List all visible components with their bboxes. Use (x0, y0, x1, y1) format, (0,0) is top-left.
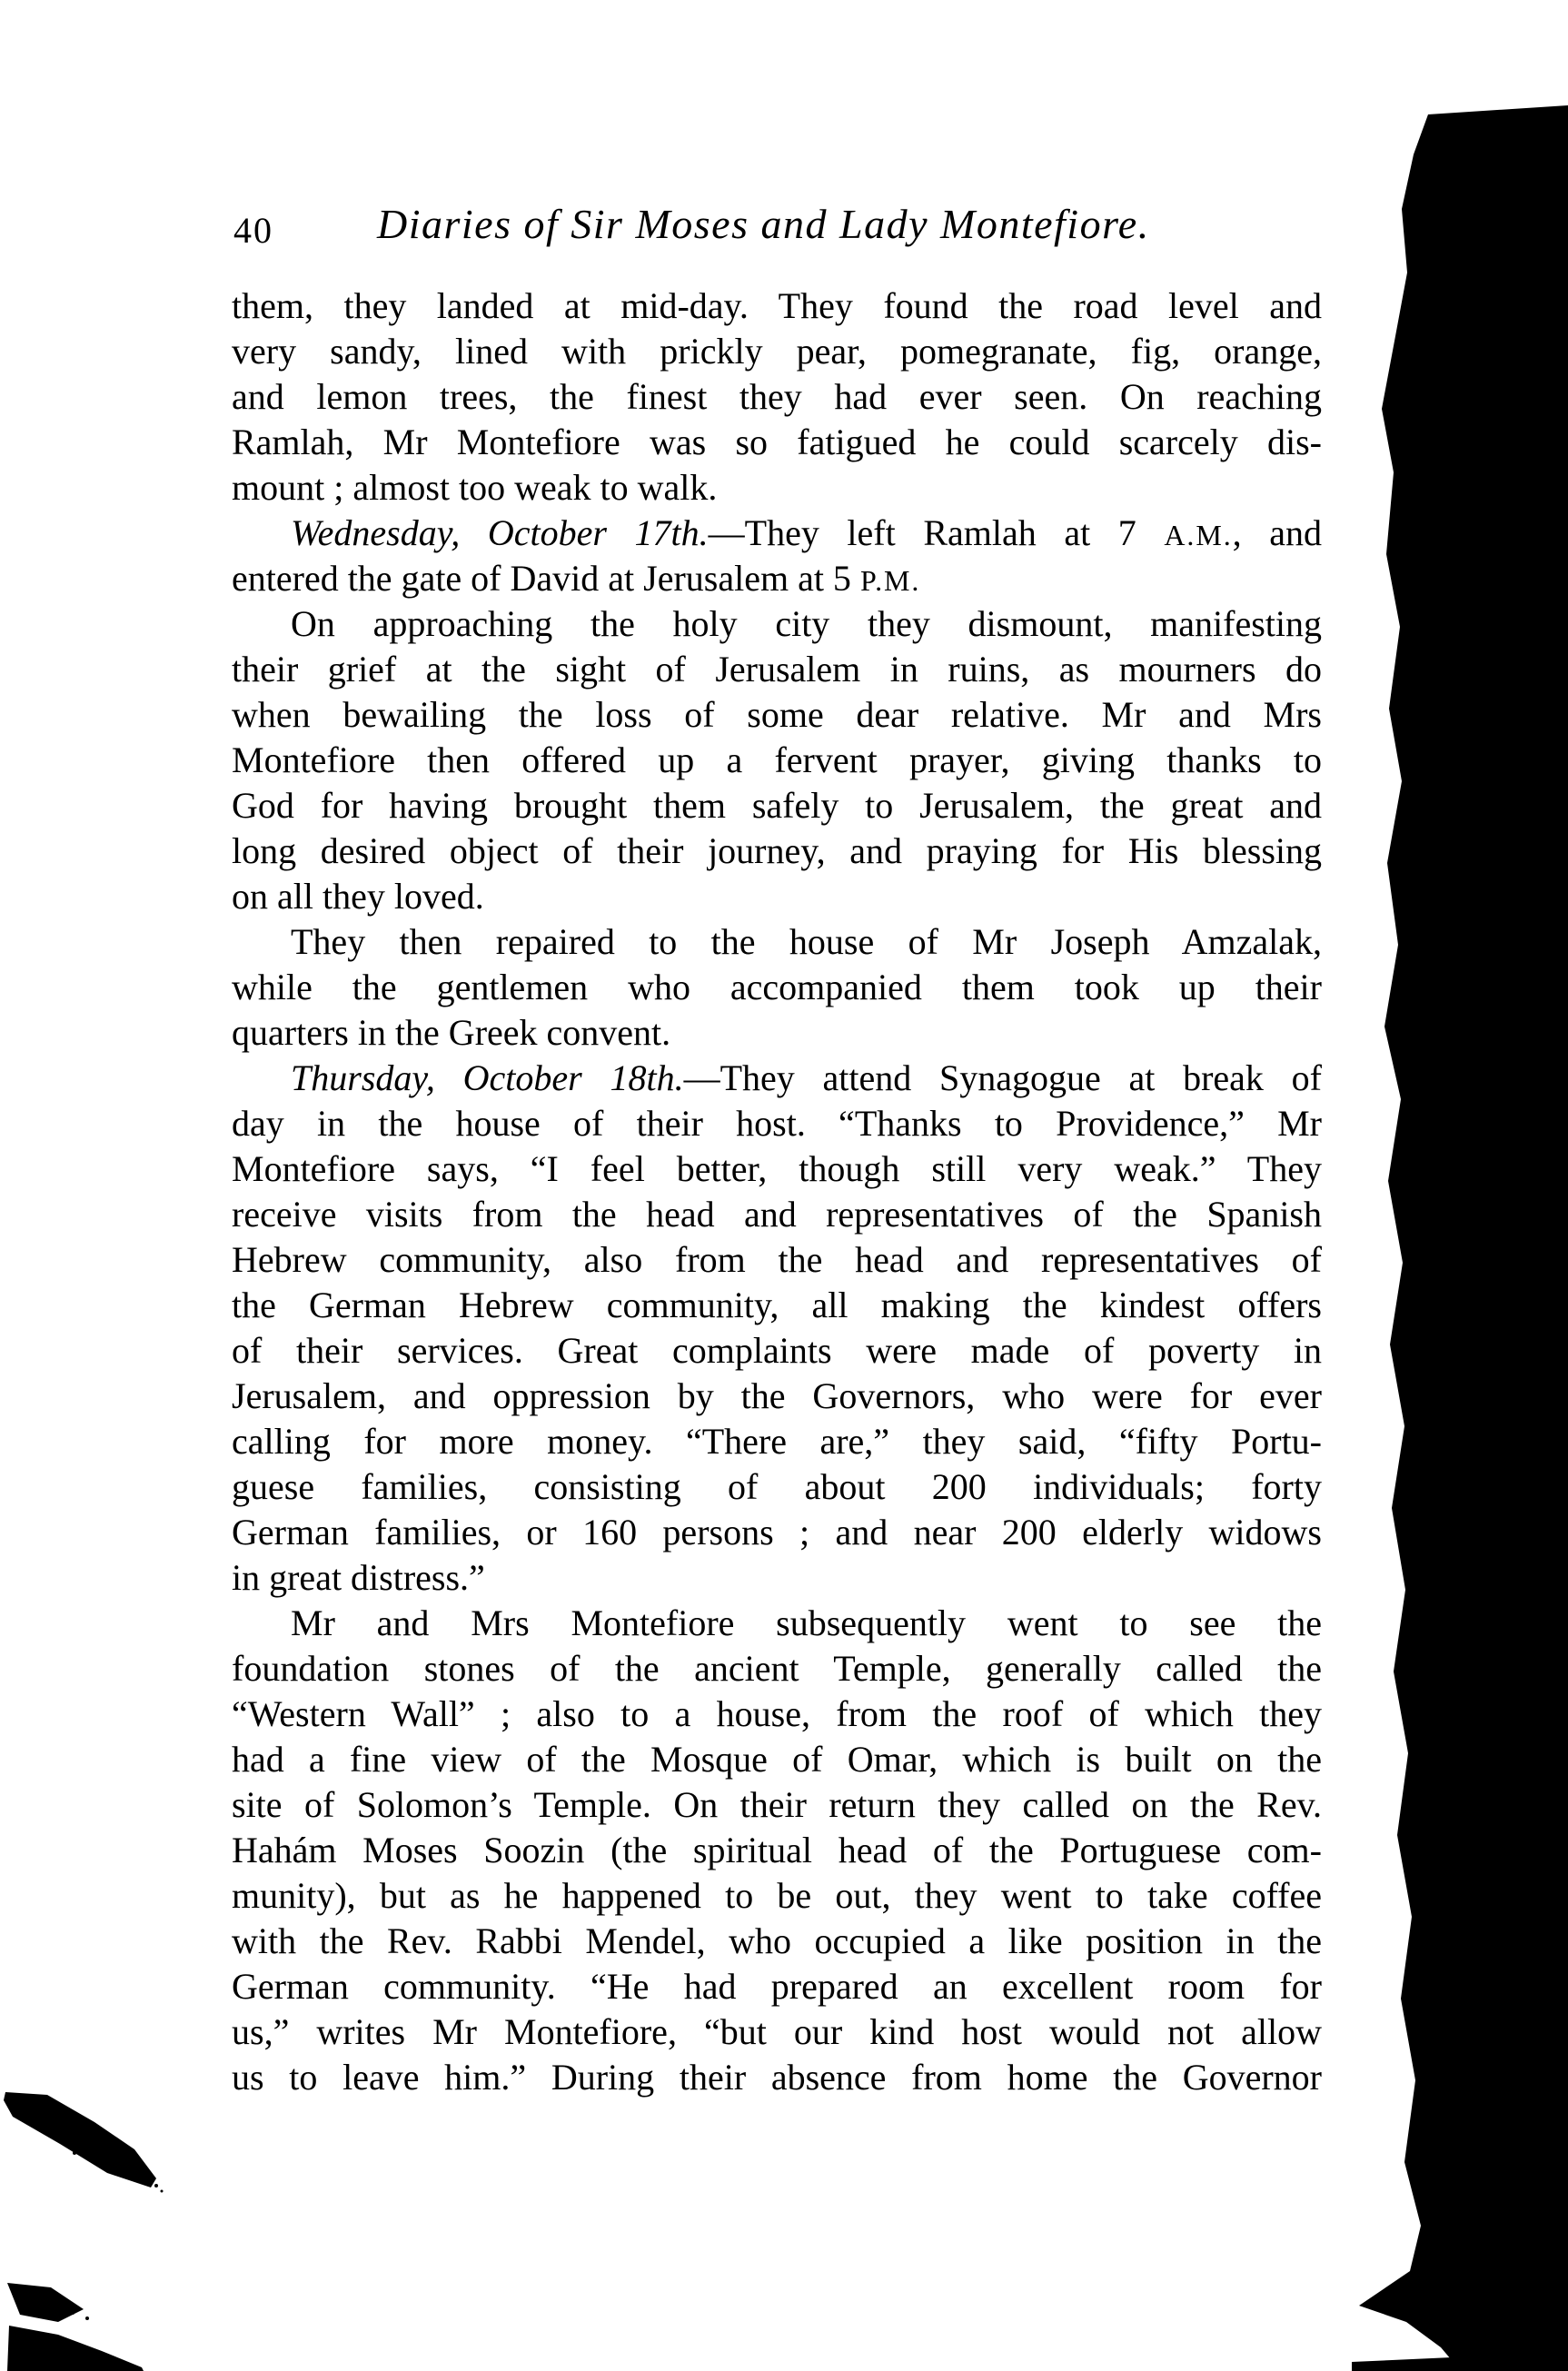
text-line (232, 1374, 1322, 1419)
text-line (232, 1828, 1322, 1873)
body-text-segment: , and (1232, 512, 1322, 553)
body-text (232, 283, 1322, 2100)
body-text-segment: long desired object of their journey, and praying for His blessing (232, 830, 1322, 871)
body-text-segment: on all they loved. (232, 876, 484, 917)
body-text-segment: entered the gate of David at Jerusalem at 5 (232, 558, 860, 599)
body-text-segment: Hahám Moses Soozin (the spiritual head of the Portuguese com- (232, 1830, 1322, 1870)
text-line (232, 1056, 1322, 1101)
body-text-segment: mount ; almost too weak to walk. (232, 467, 718, 508)
text-line (232, 283, 1322, 329)
body-text-segment: They then repaired to the house of Mr Joseph Amzalak, (291, 921, 1322, 962)
body-text-segment: foundation stones of the ancient Temple, generally called the (232, 1648, 1322, 1689)
text-line (232, 828, 1322, 874)
running-header (232, 200, 1322, 254)
text-line (232, 1782, 1322, 1828)
text-line (232, 1737, 1322, 1782)
text-line (232, 1192, 1322, 1237)
body-text-segment: Mr and Mrs Montefiore subsequently went to see the (291, 1602, 1322, 1643)
scan-ink-strip-bottom (1352, 2356, 1483, 2371)
body-text-segment: —They attend Synagogue at break of (683, 1057, 1322, 1098)
smallcaps-text: P.M. (859, 564, 921, 597)
text-line (232, 1510, 1322, 1555)
body-text-segment: the German Hebrew community, all making the kindest offers (232, 1285, 1322, 1325)
text-line (232, 1419, 1322, 1464)
body-text-segment: us to leave him.” During their absence from home the Governor (232, 2057, 1322, 2098)
text-line (232, 1691, 1322, 1737)
page-title: Diaries of Sir Moses and Lady Montefiore. (377, 201, 1150, 247)
text-line (232, 783, 1322, 828)
body-text-segment: Hebrew community, also from the head and representatives of (232, 1239, 1322, 1280)
text-line (232, 692, 1322, 738)
text-line (232, 1873, 1322, 1919)
body-text-segment: German community. “He had prepared an excellent room for (232, 1966, 1322, 2007)
body-text-segment: us,” writes Mr Montefiore, “but our kind host would not allow (232, 2011, 1322, 2052)
text-line (232, 647, 1322, 692)
text-line (232, 1646, 1322, 1691)
scan-ink-blob-lower-top (7, 2283, 84, 2322)
body-text-segment: “Western Wall” ; also to a house, from the roof of which they (232, 1693, 1322, 1734)
text-line (232, 556, 1322, 601)
text-line (232, 1464, 1322, 1510)
body-text-segment: —They left Ramlah at 7 (708, 512, 1165, 553)
text-line (232, 601, 1322, 647)
scan-ink-speckles (25, 2110, 164, 2320)
body-text-segment: when bewailing the loss of some dear relative. Mr and Mrs (232, 694, 1322, 735)
body-text-segment: while the gentlemen who accompanied them took up their (232, 967, 1322, 1007)
body-text-segment: On approaching the holy city they dismount, manifesting (291, 603, 1322, 644)
body-text-segment: Montefiore then offered up a fervent prayer, giving thanks to (232, 739, 1322, 780)
text-line (232, 1919, 1322, 1964)
text-line (232, 420, 1322, 465)
body-text-segment: Ramlah, Mr Montefiore was so fatigued he could scarcely dis- (232, 422, 1322, 462)
text-line (232, 1555, 1322, 1601)
text-line (232, 465, 1322, 511)
body-text-segment: Jerusalem, and oppression by the Governors, who were for ever (232, 1375, 1322, 1416)
page-number: 40 (233, 210, 273, 251)
body-text-segment: receive visits from the head and representatives of the Spanish (232, 1194, 1322, 1235)
body-text-segment: guese families, consisting of about 200 individuals; forty (232, 1466, 1322, 1507)
text-line (232, 511, 1322, 556)
text-line (232, 919, 1322, 965)
date-heading-text: Wednesday, October 17th. (291, 512, 709, 553)
body-text-segment: their grief at the sight of Jerusalem in ruins, as mourners do (232, 649, 1322, 689)
body-text-segment: God for having brought them safely to Jerusalem, the great and (232, 785, 1322, 826)
text-line (232, 1146, 1322, 1192)
body-text-segment: in great distress.” (232, 1557, 485, 1598)
text-line (232, 1601, 1322, 1646)
text-line (232, 374, 1322, 420)
date-heading-text: Thursday, October 18th. (291, 1057, 684, 1098)
text-line (232, 1101, 1322, 1146)
text-line (232, 1328, 1322, 1374)
body-text-segment: day in the house of their host. “Thanks to Providence,” Mr (232, 1103, 1322, 1144)
body-text-segment: quarters in the Greek convent. (232, 1012, 671, 1053)
body-text-segment: of their services. Great complaints were made of poverty in (232, 1330, 1322, 1371)
body-text-segment: very sandy, lined with prickly pear, pomegranate, fig, orange, (232, 331, 1322, 372)
scan-ink-blob-upper (4, 2092, 156, 2187)
body-text-segment: German families, or 160 persons ; and near 200 elderly widows (232, 1512, 1322, 1553)
text-line (232, 874, 1322, 919)
text-line (232, 1964, 1322, 2009)
body-text-segment: munity), but as he happened to be out, they went to take coffee (232, 1875, 1322, 1916)
scan-ink-blob-lower (7, 2326, 144, 2371)
text-line (232, 1010, 1322, 1056)
body-text-segment: site of Solomon’s Temple. On their return they called on the Rev. (232, 1784, 1322, 1825)
text-line (232, 1237, 1322, 1283)
body-text-segment: calling for more money. “There are,” they said, “fifty Portu- (232, 1421, 1322, 1462)
smallcaps-text: A.M. (1164, 519, 1233, 551)
text-line (232, 1283, 1322, 1328)
text-line (232, 965, 1322, 1010)
text-line (232, 2055, 1322, 2100)
scan-ink-band-right (1359, 105, 1568, 2371)
body-text-segment: with the Rev. Rabbi Mendel, who occupied a like position in the (232, 1920, 1322, 1961)
body-text-segment: Montefiore says, “I feel better, though still very weak.” They (232, 1148, 1322, 1189)
body-text-segment: had a fine view of the Mosque of Omar, which is built on the (232, 1739, 1322, 1780)
text-line (232, 738, 1322, 783)
text-line (232, 329, 1322, 374)
text-line (232, 2009, 1322, 2055)
body-text-segment: and lemon trees, the finest they had ever seen. On reaching (232, 376, 1322, 417)
body-text-segment: them, they landed at mid-day. They found the road level and (232, 285, 1322, 326)
